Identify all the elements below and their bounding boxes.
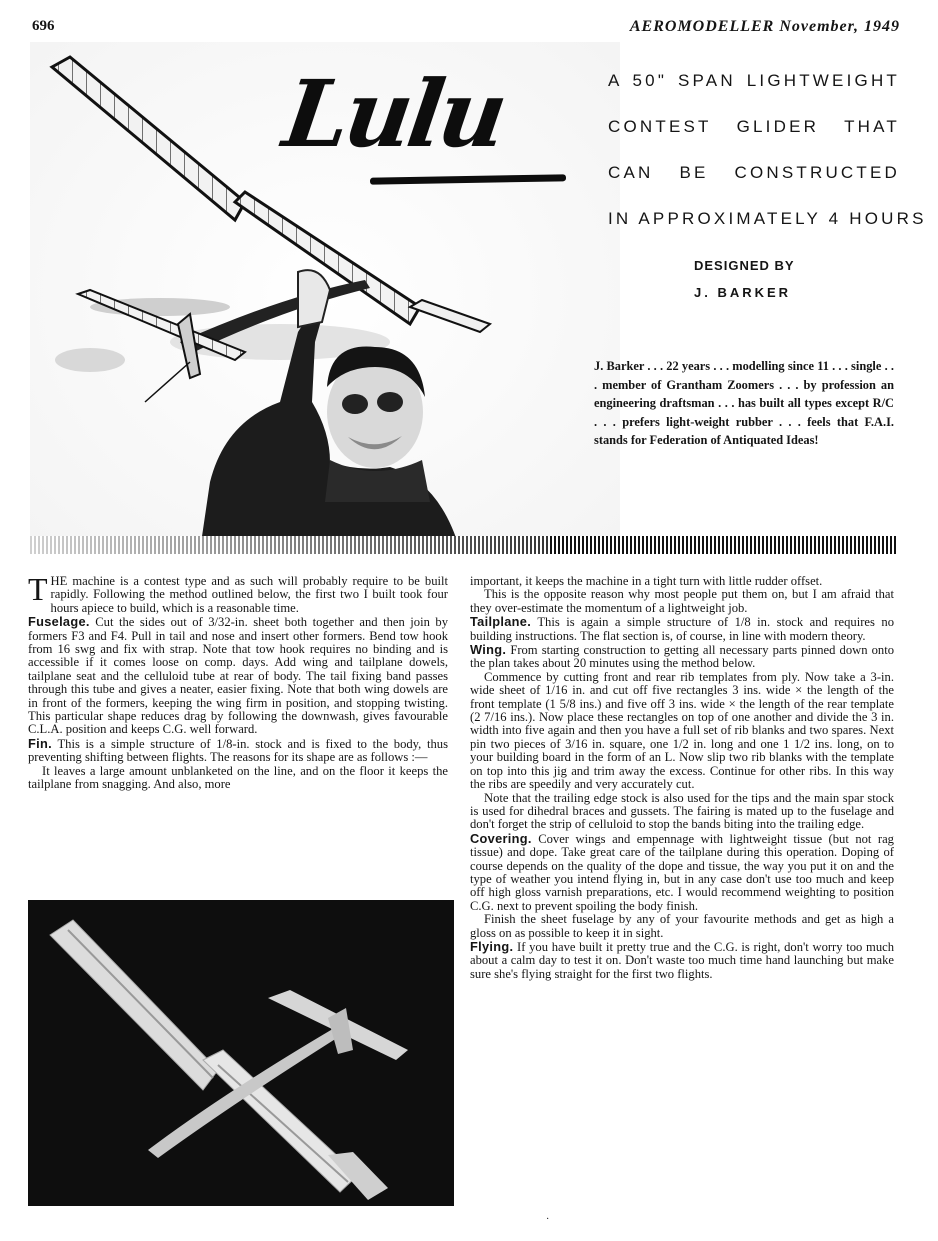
wing-text: From starting construction to getting all necessary parts pinned down onto the plan takes about 20 minutes using the method below. [470,643,894,671]
wing-paragraph-2: Commence by cutting front and rear rib templates from ply. Now take a 3-in. wide sheet of 1/16 in. and cut off five rectangles 3 ins. wide × the length of the front template (1 5/8 ins.) and five off 3 ins. wide × the length of the rear template (2 7/16 ins.). Now place these rectangles on top of one another and divide the 3 in. width into five again and then you have a full set of rib blanks and two spares. Next pin two pieces of 3/16 in. square, one 1/2 in. long and one 1 1/2 ins. long, on to your building board in the form of an L. Now slip two rib blanks with the template on top into this jig and trim away the excess. Continue for other ribs. In this way the ribs are speedily and very accurately cut. [470,669,894,792]
fuselage-text: Cut the sides out of 3/32-in. sheet both together and then join by formers F3 and F4. Pull in tail and nose and insert other formers. Bend tow hook from 16 swg and fix with strap. Note that tow hook requires no binding and is accessible if it comes loose on comp. days. Add wing and tailplane dowels, tailplane seat and the celluloid tube at rear of body. The tail fixing band passes through this tube and gives a neater, easier fixing. Note that both wing dowels are in front of the formers, keeping the wing firm in position, and stopping twisting. This particular shape reduces drag by following the downwash, gives favourable C.L.A. position and keeps C.G. well forward. [28,615,448,737]
article-column-right [470,575,894,981]
article-title: Lulu [277,60,511,168]
section-heading-tailplane: Tailplane. [470,614,532,630]
designer-name: J. BARKER [694,285,792,300]
covering-text: Cover wings and empennage with lightweight tissue (but not rag tissue) and dope. Take great care of the tailplane during this operation. Doping of course depends on the quality of the dope and tissue, the way you put it on and the type of weather you intend flying in, but in any case don't use too much and keep off high gloss varnish preparations, etc. I would recommend weighting to position C.G. next to prevent spoiling the body finish. [470,831,894,913]
flying-text: If you have built it pretty true and the C.G. is right, don't worry too much about a calm day to test it on. Don't waste too much time hand launching but make sure she's flying straight for the first two flights. [470,939,894,981]
section-heading-fuselage: Fuselage. [28,614,90,630]
masthead: AEROMODELLER November, 1949 [629,18,900,35]
flying-paragraph [470,940,894,981]
tailplane-paragraph [470,615,894,643]
designed-by-label: DESIGNED BY [694,258,795,273]
tagline-line: A 50" SPAN LIGHTWEIGHT [608,71,900,90]
covering-paragraph-2: Finish the sheet fuselage by any of your favourite methods and get as high a gloss on as possible to keep it in sight. [470,912,894,940]
fin-continued-text: important, it keeps the machine in a tight turn with little rudder offset. [470,574,823,588]
tagline-line: IN APPROXIMATELY 4 HOURS [608,209,927,228]
section-heading-covering: Covering. [470,830,532,846]
designer-bio: J. Barker . . . 22 years . . . modelling since 11 . . . single . . . member of Grantham Zoomers . . . by profession an engineering draftsman . . . has built all types except R/C . . . prefers light-weight rubber . . . feels that F.A.I. stands for Federation of Antiquated Ideas! [594,359,894,448]
fin-paragraph-2-continued [470,575,894,588]
fin-text: This is a simple structure of 1/8-in. stock and is fixed to the body, thus preventing shifting between flights. The reasons for its shape are as follows :— [28,736,449,765]
page-number: 696 [32,18,55,34]
section-heading-flying: Flying. [470,938,514,954]
fuselage-paragraph [28,615,448,737]
tagline-line: CONTEST GLIDER THAT [608,117,900,136]
section-rule-fade [30,536,550,554]
tagline [608,58,927,242]
wing-paragraph [470,643,894,671]
wing-paragraph-3: Note that the trailing edge stock is also used for the tips and the main spar stock is used for dihedral braces and gussets. The fairing is mated up to the fuselage and don't forget the strip of celluloid to stop the bands biting into the trailing edge. [470,790,894,832]
fin-paragraph-3: This is the opposite reason why most people put them on, but I am afraid that they over-estimate the momentum of a lightweight job. [470,587,894,615]
end-mark: · [546,1214,550,1225]
article-column-left [28,571,449,792]
covering-paragraph [470,832,894,913]
intro-text: HE machine is a contest type and as such will probably require to be built rapidly. Following the method outlined below, the first two I built took four hours apiece to build, which is a reasonable time. [50,574,448,615]
intro-paragraph [28,571,448,615]
tailplane-text: This is again a simple structure of 1/8 in. stock and requires no building instructions. The flat section is, of course, in line with modern theory. [470,615,894,643]
section-heading-wing: Wing. [470,642,507,658]
fin-paragraph-2: It leaves a large amount unblanketed on the line, and on the floor it keeps the tailplane from snagging. And also, more [28,763,448,792]
section-heading-fin: Fin. [28,735,52,751]
fin-paragraph [28,737,448,765]
tagline-line: CAN BE CONSTRUCTED [608,163,900,182]
drop-cap: T [28,571,48,607]
glider-model-photo [28,900,454,1206]
